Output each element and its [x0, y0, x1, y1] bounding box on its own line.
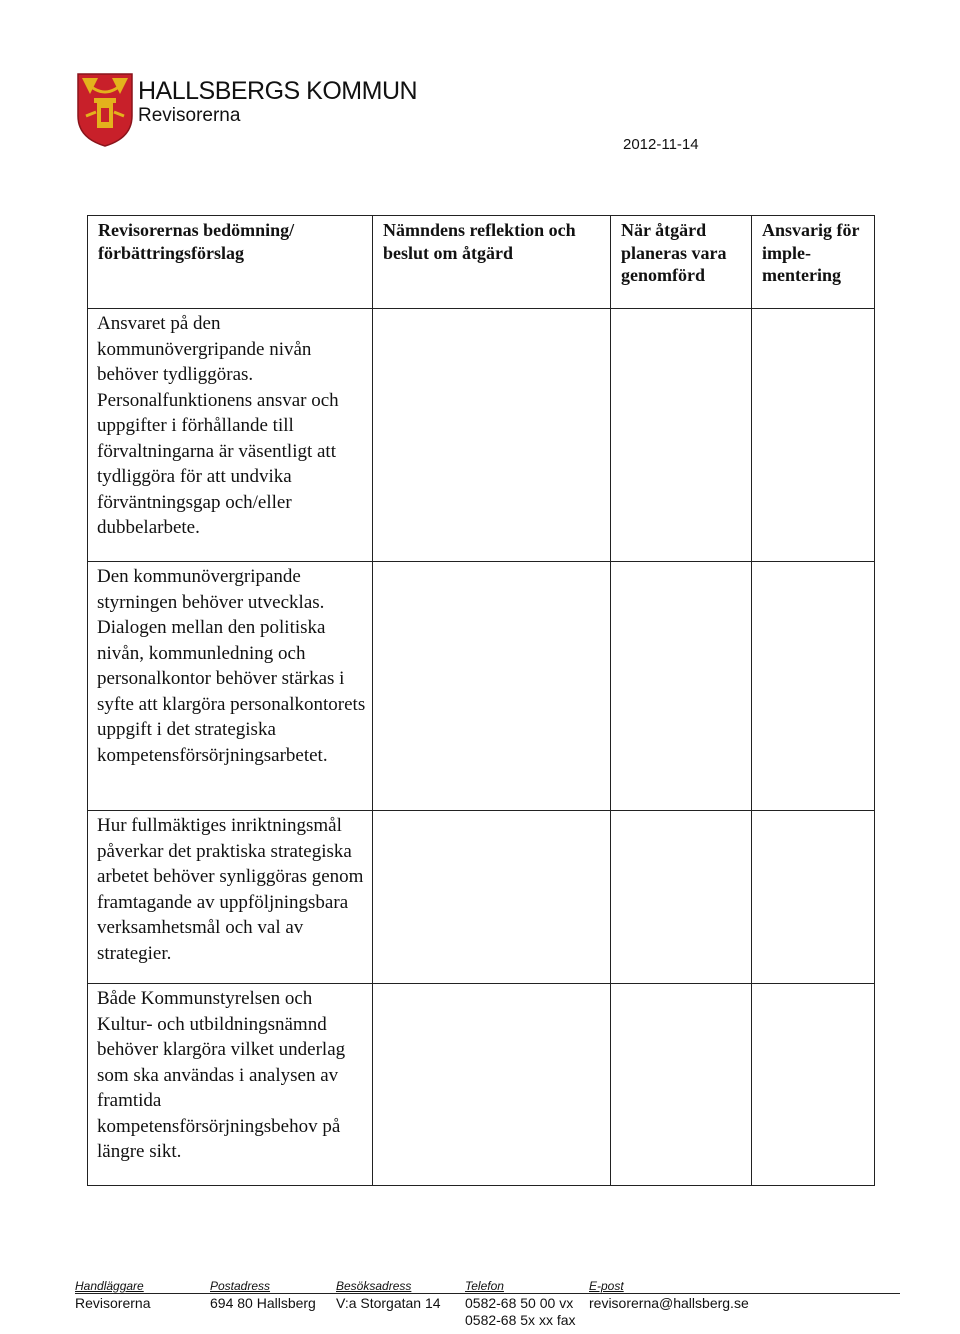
footer-besoksadress: V:a Storgatan 14: [336, 1295, 441, 1311]
reflection-cell[interactable]: [373, 309, 611, 562]
assessment-cell: Ansvaret på den kommunövergripande nivån behöver tydliggöras. Personalfunktionens ansvar och uppgifter i förhållande till förvaltningarna är väsentligt att tydliggöra för att undvika förväntningsgap och/eller dubbelarbete.: [88, 309, 373, 562]
table-row: [88, 984, 875, 1186]
header-reflection: Nämndens reflektion och beslut om åtgärd: [373, 216, 611, 309]
hallsberg-crest-icon: [76, 72, 134, 148]
when-cell[interactable]: [611, 984, 752, 1186]
footer-postadress: 694 80 Hallsberg: [210, 1295, 316, 1311]
footer-label-epost: E-post: [589, 1279, 624, 1293]
footer-label-postadress: Postadress: [210, 1279, 271, 1293]
table-row: [88, 562, 875, 811]
responsible-cell[interactable]: [752, 984, 875, 1186]
reflection-cell[interactable]: [373, 562, 611, 811]
responsible-cell[interactable]: [752, 309, 875, 562]
footer-label-besoksadress: Besöksadress: [336, 1279, 412, 1293]
header-when: När åtgärd planeras vara genomförd: [611, 216, 752, 309]
when-cell[interactable]: [611, 309, 752, 562]
table-row: [88, 811, 875, 984]
footer-label-telefon: Telefon: [465, 1279, 504, 1293]
assessment-cell: Hur fullmäktiges inriktningsmål påverkar det praktiska strategiska arbetet behöver synliggöras genom framtagande av uppföljningsbara verksamhetsmål och val av strategier.: [88, 811, 373, 984]
footer-divider: [75, 1293, 900, 1294]
footer-handlaggare: Revisorerna: [75, 1295, 151, 1311]
footer-label-handlaggare: Handläggare: [75, 1279, 144, 1293]
when-cell[interactable]: [611, 562, 752, 811]
footer-telefon: 0582-68 50 00 vx: [465, 1295, 574, 1311]
reflection-cell[interactable]: [373, 984, 611, 1186]
document-date: 2012-11-14: [623, 136, 699, 153]
assessment-cell: Den kommunövergripande styrningen behöver utvecklas. Dialogen mellan den politiska nivån, kommunledning och personalkontor behöver stärkas i syfte att klargöra personalkontorets uppgift i det strategiska kompetensförsörjningsarbetet.: [88, 562, 373, 811]
when-cell[interactable]: [611, 811, 752, 984]
header-assessment: Revisorernas bedömning/ förbättringsförslag: [88, 216, 373, 309]
responsible-cell[interactable]: [752, 562, 875, 811]
assessment-cell: Både Kommunstyrelsen och Kultur- och utbildningsnämnd behöver klargöra vilket underlag som ska användas i analysen av framtida kompetensförsörjningsbehov på längre sikt.: [88, 984, 373, 1186]
organization-subtitle: Revisorerna: [138, 105, 241, 126]
footer-epost[interactable]: revisorerna@hallsberg.se: [589, 1295, 749, 1311]
responsible-cell[interactable]: [752, 811, 875, 984]
review-table: [87, 215, 875, 1186]
footer-fax: 0582-68 5x xx fax: [465, 1312, 576, 1328]
organization-name: HALLSBERGS KOMMUN: [138, 77, 418, 105]
table-header-row: [88, 216, 875, 309]
header-responsible: Ansvarig för imple-mentering: [752, 216, 875, 309]
table-row: [88, 309, 875, 562]
reflection-cell[interactable]: [373, 811, 611, 984]
